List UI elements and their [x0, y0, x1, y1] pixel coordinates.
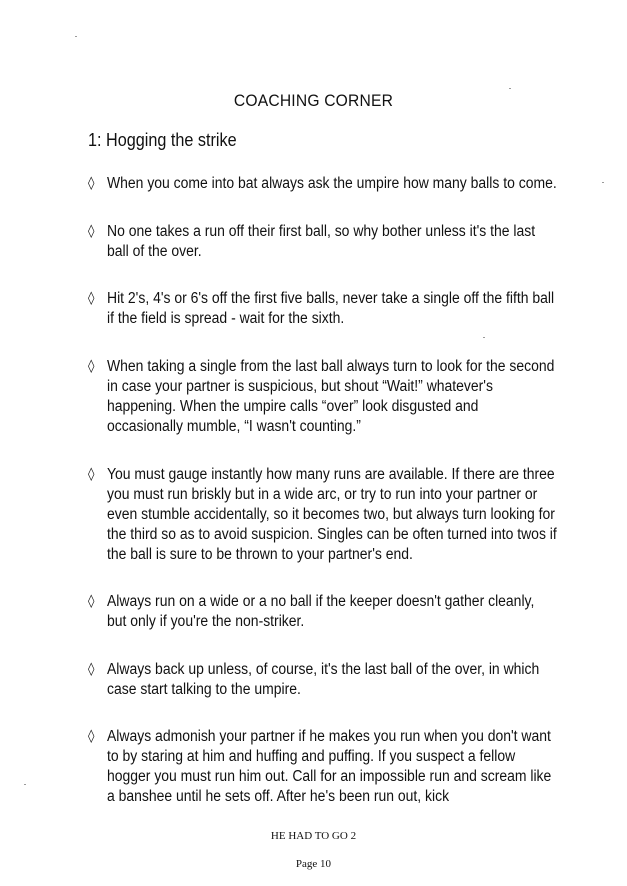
bullet-text: No one takes a run off their first ball, so why bother unless it's the last ball of the over. — [107, 223, 536, 260]
bullet-text: You must gauge instantly how many runs are available. If there are three you must run briskly but in a wide arc, or try to run into your partner or even stumble accidentally, so it becomes two, but always turn looking for the third so as to avoid suspicion. Singles can be often turned into twos if the ball is sure to be thrown to your partner's end. — [107, 466, 557, 563]
scan-speck — [24, 784, 26, 785]
diamond-bullet-icon: ◊ — [88, 467, 95, 482]
diamond-bullet-icon: ◊ — [88, 224, 95, 239]
scan-speck — [75, 36, 77, 37]
bullet-item — [88, 660, 558, 700]
diamond-bullet-icon: ◊ — [88, 594, 95, 609]
bullet-text: Hit 2's, 4's or 6's off the first five balls, never take a single off the fifth ball if the field is spread - wait for the sixth. — [107, 290, 555, 327]
bullet-text: When you come into bat always ask the umpire how many balls to come. — [107, 175, 557, 192]
bullet-item — [88, 174, 558, 194]
bullet-item — [88, 592, 558, 632]
diamond-bullet-icon: ◊ — [88, 729, 95, 744]
bullet-list — [88, 174, 558, 807]
diamond-bullet-icon: ◊ — [88, 291, 95, 306]
bullet-text: Always run on a wide or a no ball if the keeper doesn't gather cleanly, but only if you're the non-striker. — [107, 593, 535, 630]
page-number: Page 10 — [295, 858, 332, 870]
bullet-item — [88, 289, 558, 329]
scan-speck — [483, 337, 485, 338]
bullet-item — [88, 727, 558, 807]
footer-title: HE HAD TO GO 2 — [270, 830, 357, 842]
bullet-text: Always back up unless, of course, it's the last ball of the over, in which case start talking to the umpire. — [107, 661, 540, 698]
diamond-bullet-icon: ◊ — [88, 662, 95, 677]
bullet-item — [88, 357, 558, 437]
bullet-item — [88, 222, 558, 262]
diamond-bullet-icon: ◊ — [88, 359, 95, 374]
section-title: 1: Hogging the strike — [88, 130, 237, 150]
diamond-bullet-icon: ◊ — [88, 176, 95, 191]
scan-speck — [602, 182, 604, 183]
scan-speck — [509, 88, 511, 89]
bullet-text: Always admonish your partner if he makes you run when you don't want to by staring at him and huffing and puffing. If you suspect a fellow hogger you must run him out. Call for an impossible run and scream like a banshee until he sets off. After he's been run out, kick — [107, 728, 552, 805]
page-heading: COACHING CORNER — [233, 91, 394, 110]
bullet-item — [88, 465, 558, 565]
bullet-text: When taking a single from the last ball always turn to look for the second in case your partner is suspicious, but shout “Wait!” whatever's happening. When the umpire calls “over” look disgusted and occasionally mumble, “I wasn't counting.” — [107, 358, 555, 435]
